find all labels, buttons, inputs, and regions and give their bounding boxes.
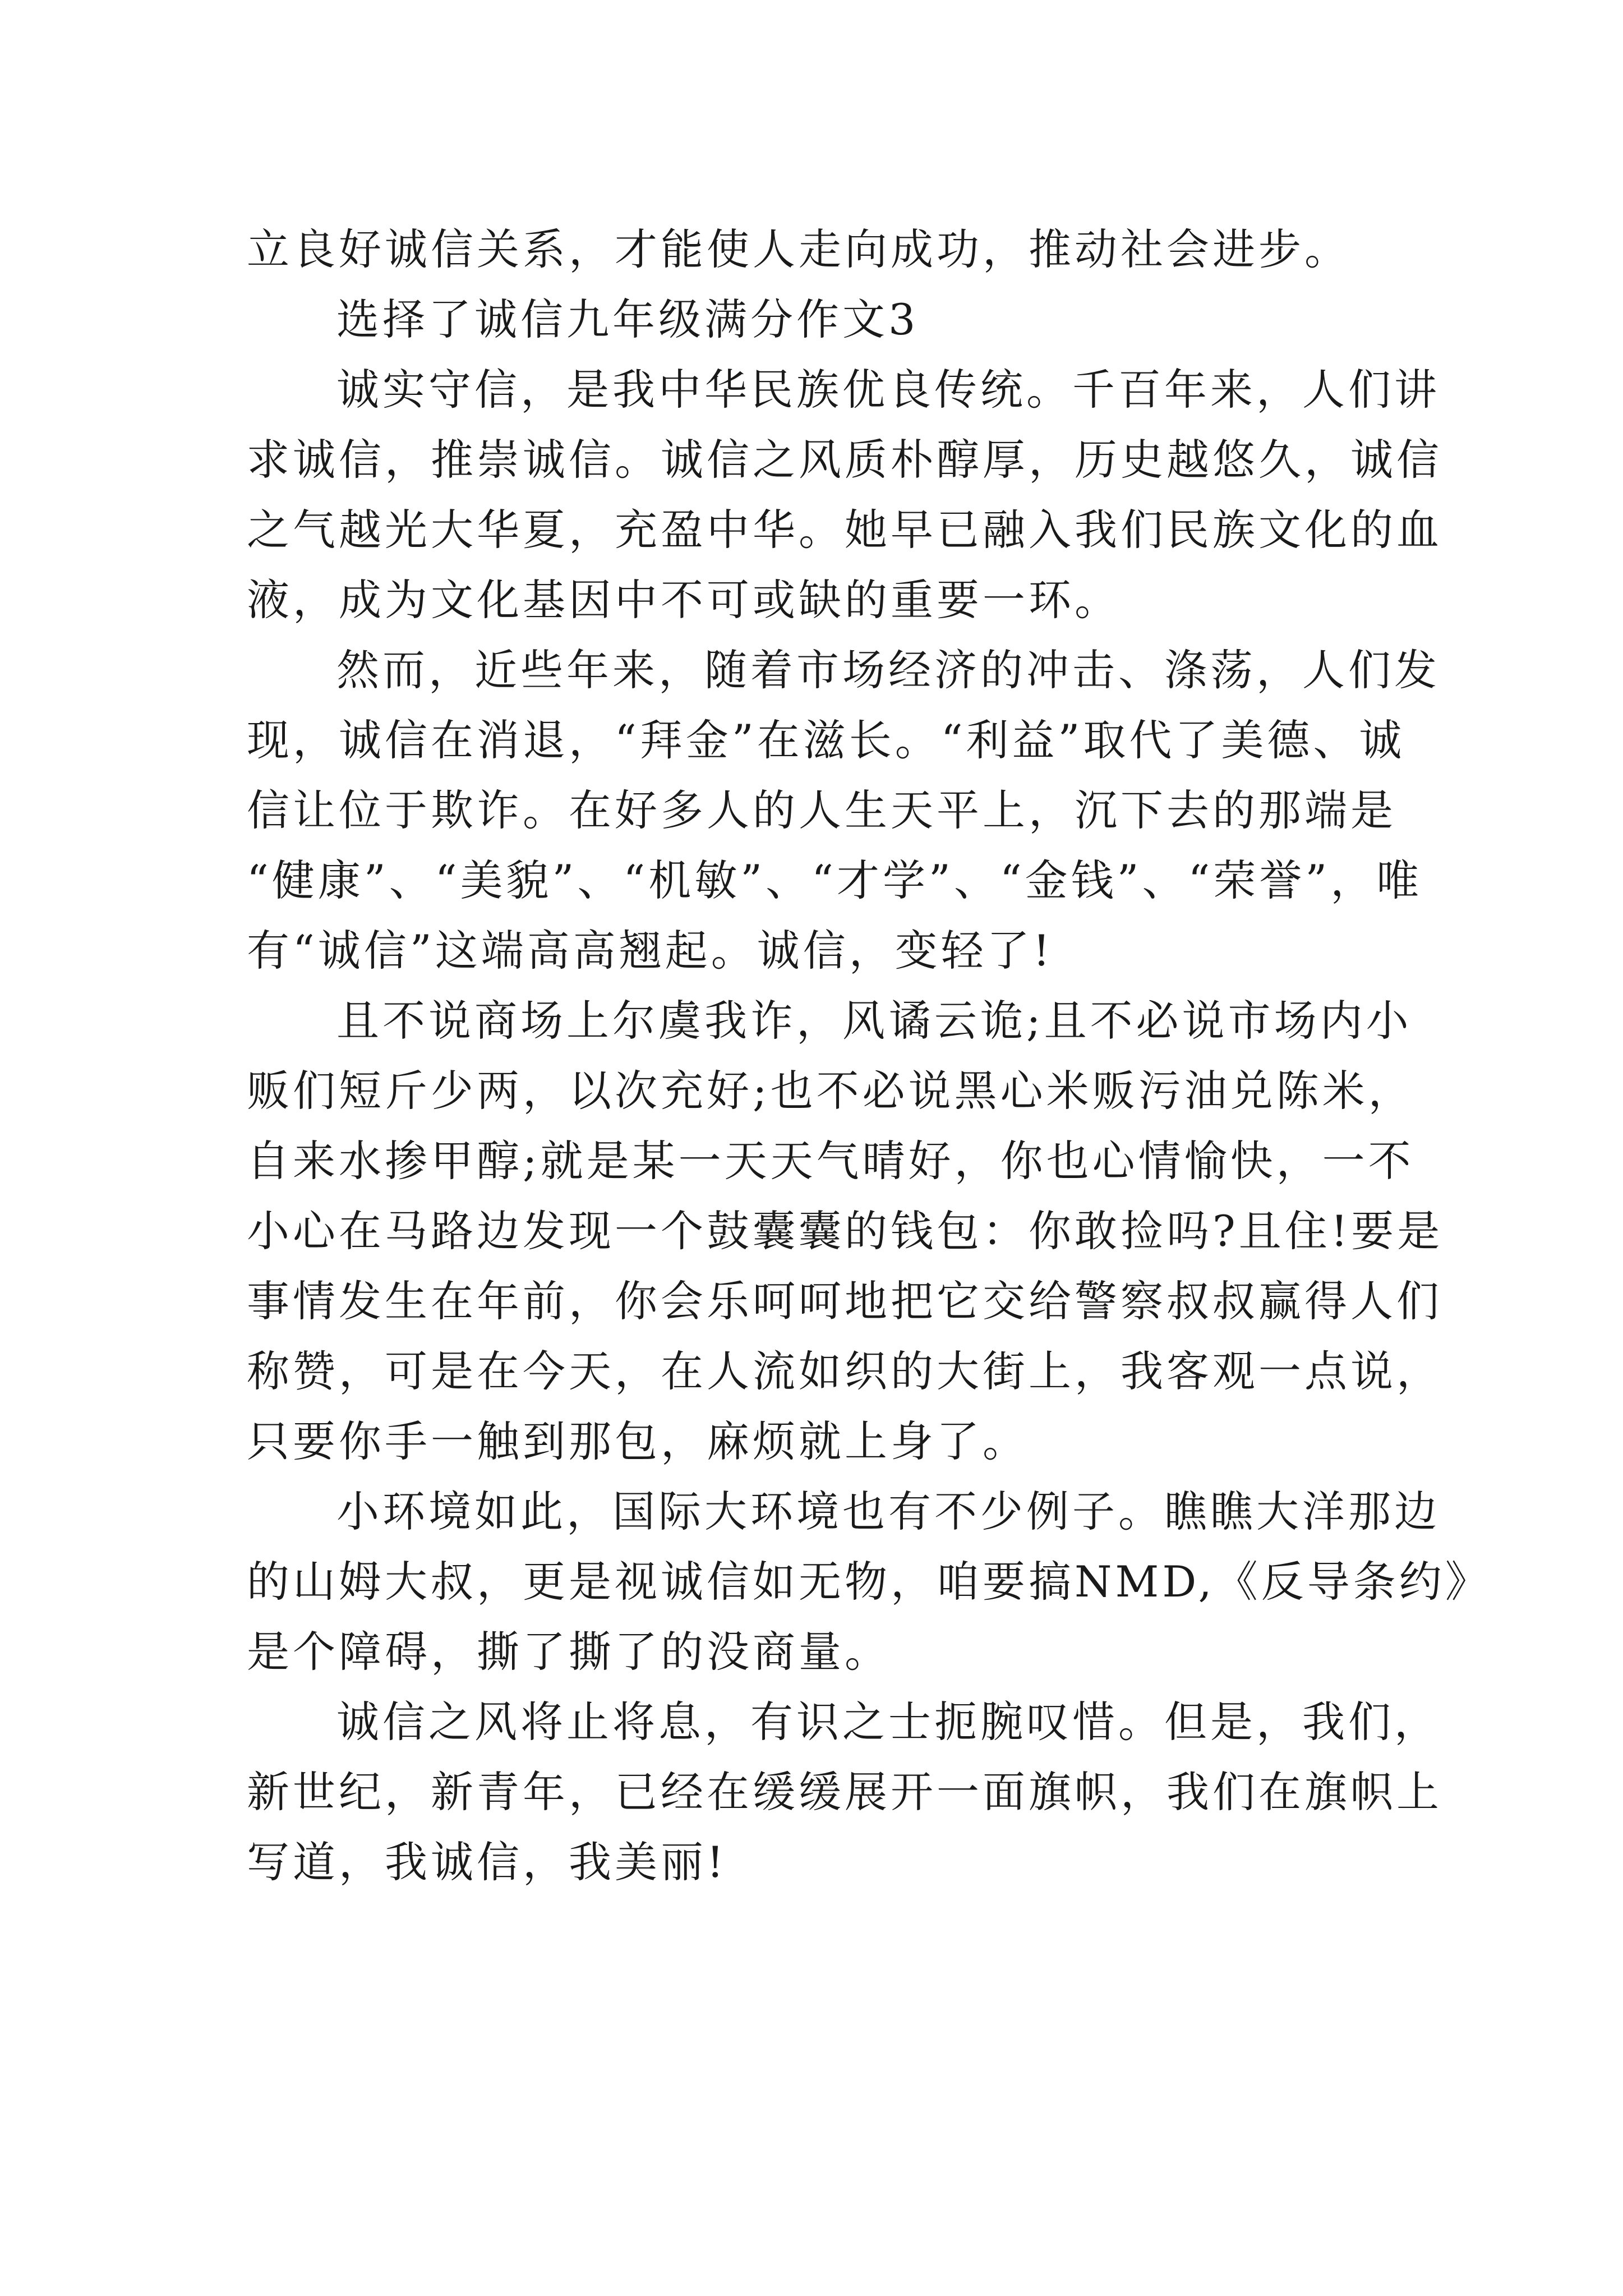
text-line: “健康”、“美貌”、“机敏”、“才学”、“金钱”、“荣誉”，唯: [247, 855, 1423, 905]
text-line: 诚信之风将止将息，有识之士扼腕叹惜。但是，我们，: [336, 1697, 1440, 1747]
text-line: 求诚信，推崇诚信。诚信之风质朴醇厚，历史越悠久，诚信: [247, 435, 1442, 485]
text-line: 液，成为文化基因中不可或缺的重要一环。: [247, 575, 1121, 625]
text-line: 有“诚信”这端高高翘起。诚信，变轻了!: [247, 926, 1054, 976]
text-line: 信让位于欺诈。在好多人的人生天平上，沉下去的那端是: [247, 785, 1396, 835]
text-line: 是个障碍，撕了撕了的没商量。: [247, 1627, 891, 1677]
text-line: 小环境如此，国际大环境也有不少例子。瞧瞧大洋那边: [336, 1487, 1440, 1536]
text-line: 立良好诚信关系，才能使人走向成功，推动社会进步。: [247, 224, 1350, 274]
text-line: 新世纪，新青年，已经在缓缓展开一面旗帜，我们在旗帜上: [247, 1767, 1442, 1817]
text-line: 现，诚信在消退，“拜金”在滋长。“利益”取代了美德、诚: [247, 715, 1405, 765]
text-line: 诚实守信，是我中华民族优良传统。千百年来，人们讲: [336, 365, 1440, 415]
text-line: 贩们短斤少两，以次充好;也不必说黑心米贩污油兑陈米，: [247, 1066, 1414, 1116]
text-line: 写道，我诚信，我美丽!: [247, 1837, 727, 1887]
text-line: 小心在马路边发现一个鼓囊囊的钱包：你敢捡吗?且住!要是: [247, 1206, 1444, 1256]
text-line: 且不说商场上尔虞我诈，风谲云诡;且不必说市场内小: [336, 996, 1412, 1046]
essay-title: 选择了诚信九年级满分作文3: [336, 295, 919, 344]
text-line: 只要你手一触到那包，麻烦就上身了。: [247, 1416, 1029, 1466]
text-line: 之气越光大华夏，充盈中华。她早已融入我们民族文化的血: [247, 505, 1442, 555]
text-line: 自来水掺甲醇;就是某一天天气晴好，你也心情愉快，一不: [247, 1136, 1414, 1186]
text-line: 然而，近些年来，随着市场经济的冲击、涤荡，人们发: [336, 645, 1440, 695]
text-line: 称赞，可是在今天，在人流如织的大街上，我客观一点说，: [247, 1346, 1442, 1396]
text-line: 事情发生在年前，你会乐呵呵地把它交给警察叔叔赢得人们: [247, 1276, 1442, 1326]
text-line: 的山姆大叔，更是视诚信如无物，咱要搞NMD,《反导条约》: [247, 1557, 1491, 1607]
